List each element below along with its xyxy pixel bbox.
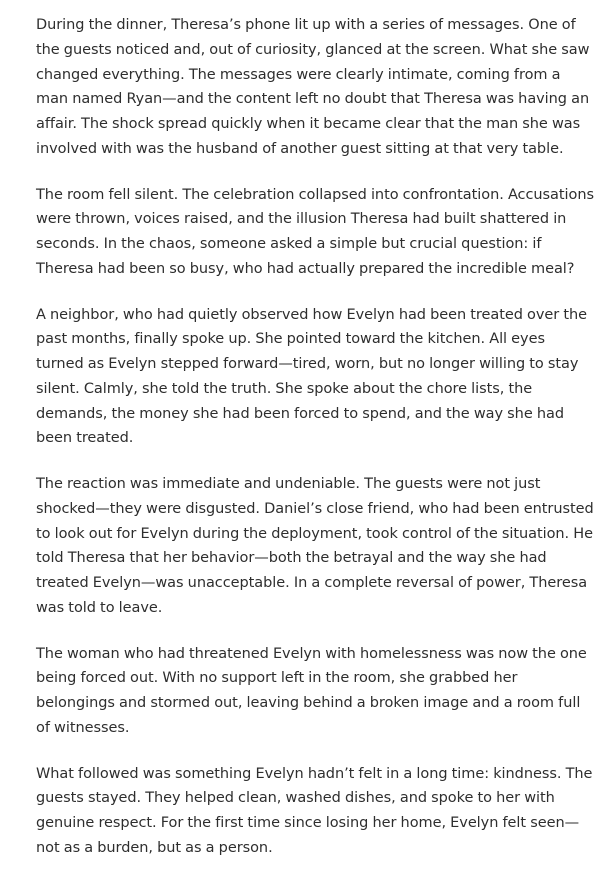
paragraph-5: The woman who had threatened Evelyn with homelessness was now the one being forced out. With no support left in the room, she grabbed her belongings and stormed out, leaving behind a broken image and a room full of witnesses. [36,645,587,736]
paragraph-6: What followed was something Evelyn hadn’t felt in a long time: kindness. The guests stayed. They helped clean, washed dishes, and spoke to her with genuine respect. For the first time since losing her home, Evelyn felt seen—not as a burden, but as a person. [36,765,593,856]
paragraph-2: The room fell silent. The celebration collapsed into confrontation. Accusations were thrown, voices raised, and the illusion Theresa had built shattered in seconds. In the chaos, someone asked a simple but crucial question: if Theresa had been so busy, who had actually prepared the incredible meal? [36,186,594,277]
article-body [36,13,596,882]
paragraph-1: During the dinner, Theresa’s phone lit up with a series of messages. One of the guests noticed and, out of curiosity, glanced at the screen. What she saw changed everything. The messages were clearly intimate, coming from a man named Ryan—and the content left no doubt that Theresa was having an affair. The shock spread quickly when it became clear that the man she was involved with was the husband of another guest sitting at that very table. [36,17,590,157]
paragraph-3: A neighbor, who had quietly observed how Evelyn had been treated over the past months, finally spoke up. She pointed toward the kitchen. All eyes turned as Evelyn stepped forward—tired, worn, but no longer willing to stay silent. Calmly, she told the truth. She spoke about the chore lists, the demands, the money she had been forced to spend, and the way she had been treated. [36,306,587,447]
paragraph-4: The reaction was immediate and undeniable. The guests were not just shocked—they were disgusted. Daniel’s close friend, who had been entrusted to look out for Evelyn during the deployment, took control of the situation. He told Theresa that her behavior—both the betrayal and the way she had treated Evelyn—was unacceptable. In a complete reversal of power, Theresa was told to leave. [36,476,594,616]
